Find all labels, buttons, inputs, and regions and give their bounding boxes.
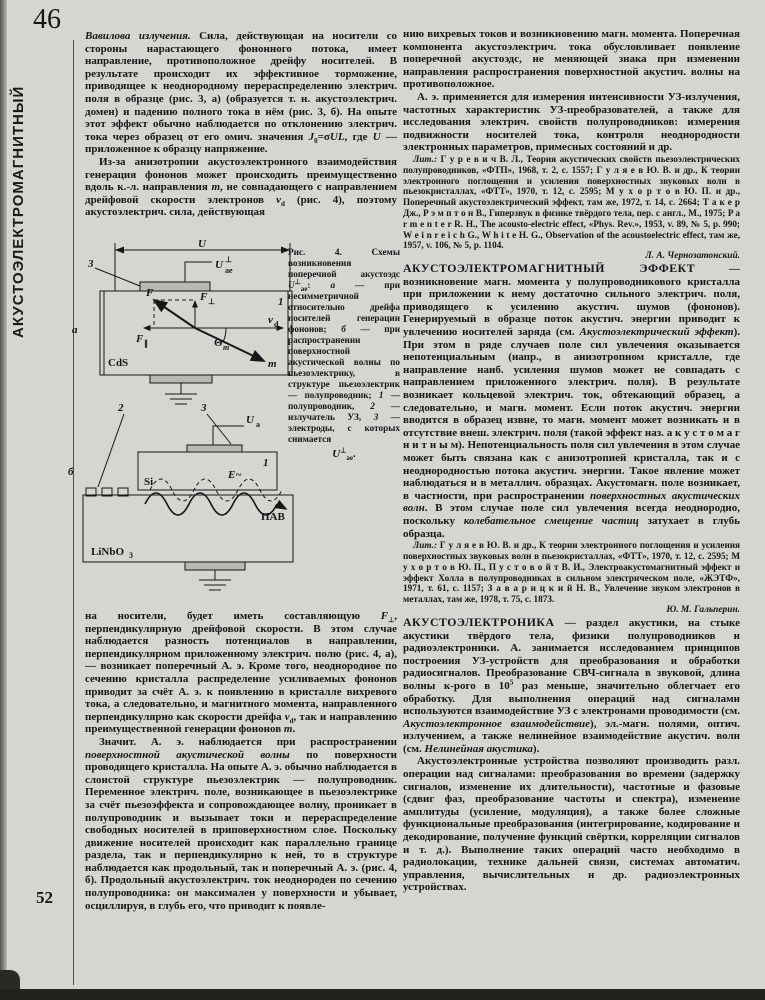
figure-part-b — [83, 414, 293, 590]
saw-wave-arrow — [277, 504, 286, 509]
literature-block: Лит.: Г у р е в и ч В. Л., Теория акустических свойств пьезоэлектрических полупроводников, «ФТП», 1968, т. 2, с. 1557; Г у л я е в Ю. В. и др., К теории электронного поглощения и усиления поверхностных звуковых волн в пьезокристаллах, «ФТТ», 1970, т. 12, с. 2595; М у х о р т о в Ю. П. и др., Поперечный акустоэлектрический эффект, там же, 1972, т. 14, с. 2664; Т а к е р Дж., Р э м п т о н В., Гиперзвук в физике твёрдого тела, пер. с англ., М., 1975; P a r m e n t e r R. H., The acousto-electric effect, «Phys. Rev.», 1953, v. 89, № 5, p. 990; W e i n r e i c h G., W h i t e H. G., Observation of the acoustoelectric effect, там же, 1957, v. 106, № 5, p. 1104. — [403, 153, 740, 251]
caption-text: Рис. 4. Схемы возникновения поперечной акустоэдс $U^\perp_{ае}$: а — при несимметричной относительно дрейфа носителей генерации фононов; б — при распространении поверхностной акустической волны по пьезоэлектрику, в структуре пьезоэлектрик — полупроводник; 1 — полупроводник, 2 — излучатель УЗ, 3 — электроды, с которых снимается — [288, 247, 400, 444]
top-electrode-b — [187, 445, 242, 452]
paragraph: Из-за анизотропии акустоэлектронного взаимодействия генерация фононов может происходить преимущественно вдоль к.-л. направления m, не совпадающего с направлением дрейфовой скорости электронов $v_d$ (рис. 4), поэтому акустоэлектрич. сила, действующая — [85, 155, 397, 219]
entry-acoustoelectromagnetic-effect: АКУСТОЭЛЕКТРОМАГНИТНЫЙ ЭФФЕКТ — возникновение магн. момента у полупроводникового кристалла при приложении к нему достаточно сильного электрич. поля, приводящего к усилению акустич. шумов (фононов). Генерируемый в образце поток акустич. энергии приводит к увлечению носителей заряда (см. Акустоэлектрический эффект). При этом в ряде случаев поле сил увлечения оказывается непотенциальным (напр., в анизотропном кристалле, где направление наиб. усиления шумов может не совпадать с направлением приложенного электрич. поля). В результате возникает кольцевой электрич. ток, обтекающий образец, а следовательно, и магн. момент. Если поток акустич. энергии вводится в образец извне, то магн. момент может возникать и в отсутствие внеш. электрич. поля (такой эффект наз. а к у с т о м а г н и т н ы м). Непотенциальность поля сил увлечения в этом случае может быть связана как с анизотропией кристалла, так и с неоднородностью потока акустич. энергии. Такое явление может наблюдаться и в металлич. образцах. Акустомагн. поле возникает, в частности, при распространении поверхностных акустических волн. В этом случае поле сил увлечения всегда неоднородно, поскольку колебательное смещение частиц затухает в глубь образца. — [403, 261, 741, 540]
label-3b: 3 — [201, 402, 207, 414]
label-f-perp-sub: ⊥ — [208, 297, 215, 306]
label-f-par: F — [136, 333, 144, 345]
label-3a: 3 — [88, 258, 94, 270]
label3-pointer-b — [207, 414, 231, 444]
label-ua-sub: а — [256, 420, 260, 429]
label-f: F — [146, 287, 154, 299]
label-1b: 1 — [263, 457, 269, 469]
entry-acoustoelectronics: АКУСТОЭЛЕКТРОНИКА — раздел акустики, на стыке акустики твёрдого тела, физики полупроводников и радиоэлектроники. А. занимается исследованием принципов построения УЗ-устройств для преобразования и обработки радиосигналов. Преобразование СВЧ-сигнала в звуковой, длина волны к-рого в $10^5$ раз меньше, значительно облегчает его обработку. Для выполнения операций над сигналами используются взаимодействие УЗ с электронами проводимости (см. Акустоэлектронное взаимодействие), эл.-магн. полями, оптич. излучением, а также нелинейное взаимодействие акустич. волн (см. Нелинейная акустика). — [403, 614, 740, 755]
label-vd: v — [268, 314, 273, 326]
theta-arc — [223, 328, 226, 342]
figure-4-caption — [288, 247, 400, 463]
margin-running-head: АКУСТОЭЛЕКТРОМАГНИТНЫЙ — [10, 85, 27, 338]
left-column-bottom — [85, 610, 397, 912]
label-a: а — [72, 324, 78, 336]
caption-formula: $U^\perp_{ае}$. — [332, 446, 356, 463]
label-si: Si — [144, 476, 154, 488]
paragraph: Акустоэлектронные устройства позволяют производить разл. операции над сигналами: преобразования во времени (задержку сигналов, изменение их длительности), частотные и фазовые (сдвиг фаз, преобразование частоты и спектра), изменение амплитуды (усиление, модуляция), а также более сложные функциональные преобразования (интегрирование, кодирование и декодирование, получение функций свёртки, корреляции сигналов и т. д.). Выполнение таких операций часто необходимо в радиолокации, технике дальней связи, системах автоматич. управления, вычислительных и др. радиоэлектронных устройствах. — [403, 755, 740, 894]
label-linbo3-sub: 3 — [129, 551, 133, 560]
label-linbo3: LiNbO — [91, 546, 125, 558]
vector-f — [154, 300, 195, 328]
ground-symbol-b — [199, 570, 231, 590]
label-cds: CdS — [108, 357, 129, 369]
label-ua: U — [246, 414, 254, 426]
right-column — [403, 28, 740, 894]
figure-4-diagram — [58, 238, 308, 604]
figure-part-a — [95, 243, 292, 404]
label-pav: ПАВ — [261, 511, 285, 523]
scan-edge-left — [0, 0, 7, 1000]
label-f-perp: F — [200, 291, 208, 303]
paragraph: А. э. применяется для измерения интенсивности УЗ-излучения, частотных характеристик УЗ-преобразователей, а также для исследования электрич. свойств полупроводников: измерения подвижности носителей тока, контроля неоднородности электронных параметров, примесных состояний и др. — [403, 90, 740, 154]
literature-block: Лит.: Г у л я е в Ю. В. и др., К теории электронного поглощения и усиления поверхностных звуковых волн в пьезокристаллах, «ФТТ», 1970, т. 12, с. 2595; М у х о р т о в Ю. П., П у с т о в о й т В. И., Электроакустомагнитный эффект и эффект Холла в полупроводниках в сильном электрическом поле, «ЖЭТФ», 1971, т. 61, с. 1157; З а в а р и ц к и й Н. В., Увлечение звуком электронов в металлах, там же, 1978, т. 75, с. 1873. — [403, 540, 740, 605]
scan-edge-bottom — [0, 989, 765, 1000]
label-e-wave: E~ — [228, 469, 242, 481]
label-uae-sup: ⊥ — [225, 255, 232, 264]
label-theta-sub: m — [223, 343, 230, 352]
label-vd-sub: d — [274, 320, 279, 329]
label-theta: Θ — [214, 337, 223, 349]
label-uae-sub: ае — [225, 266, 233, 275]
ground-symbol-a — [165, 383, 197, 404]
bottom-electrode-b — [185, 562, 245, 570]
ua-lead-wire — [213, 426, 244, 445]
left-column-top — [85, 30, 397, 219]
saw-wave — [145, 493, 277, 515]
label-1a: 1 — [278, 296, 284, 308]
signature-number: 52 — [36, 888, 53, 907]
vector-m — [195, 328, 264, 361]
page-number: 46 — [33, 4, 61, 35]
label-uae: U — [215, 259, 223, 271]
label-u: U — [198, 238, 206, 250]
paragraph: на носители, будет иметь составляющую $F_\perp$, перпендикулярную дрейфовой скорости. В этом случае наблюдается разность потенциалов в направлении, перпендикулярном приложенному электрич. полю (рис. 4, а),— возникает поперечный А. э. Кроме того, неоднородное по сечению кристалла распределение усиливаемых фононов приводит за счёт А. э. к появлению в кристалле вихревого тока, а следовательно, и магнитного момента, направленного перпендикулярно как скорости дрейфа $v_d$, так и направлению преимущественной генерации фононов m. — [85, 610, 398, 736]
paragraph: Значит. А. э. наблюдается при распространении поверхностной акустической волны по поверхности проводящего кристалла. На опыте А. э. обычно наблюдается в слоистой структуре пьезоэлектрик — полупроводник. Переменное электрич. поле, возникающее в пьезоэлектрике за счёт пьезоэффекта и сопровождающее волну, проникает в полупроводник и вызывает токи и перераспределение свободных носителей в приповерхностном слое. Поскольку движение носителей происходит как параллельно границе раздела, так и перпендикулярно к ней, то в структуре наблюдается как продольный, так и поперечный А. э. (рис. 4, б). Продольный акустоэлектрич. ток неоднороден по сечению полупроводника: он максимален у поверхности и убывает, осциллируя, в глубь его, что приводит к появле- — [85, 735, 397, 912]
label-2: 2 — [118, 402, 124, 414]
label2-pointer-b — [98, 414, 124, 487]
label-b: б — [68, 466, 74, 478]
author-signature: Л. А. Чернозатонский. — [645, 251, 740, 262]
label-m: m — [268, 358, 277, 370]
dim-arrow-left — [115, 247, 124, 254]
label3-pointer-a — [95, 268, 140, 286]
bottom-electrode-a — [150, 375, 212, 383]
paragraph: Вавилова излучения. Сила, действующая на носители со стороны нарастающего фононного потока, имеет направление, противоположное дрейфу носителей. В результате происходит их эффективное торможение, приводящее к неоднородному перераспределению электрич. поля в образце (рис. 3, а) (образуется т. н. акустоэлектрич. домен) и падению полного тока в нём (рис. 3, б). На опыте этот эффект обычно наблюдается по отклонению электрич. тока через образец от его омич. значения $J_0=\sigma UL$, где U — приложенное к образцу напряжение. — [85, 30, 397, 156]
label-f-par-sub: ∥ — [144, 339, 148, 348]
paragraph: нию вихревых токов и возникновению магн. момента. Поперечная компонента акустоэлектрич. тока обусловливает появление поперечной акустоэдс, не меняющей знака при изменении направления распространения поверхностной акустич. волны на противоположное. — [403, 28, 740, 91]
cds-crystal — [100, 291, 292, 375]
author-signature: Ю. М. Гальперин. — [666, 604, 740, 615]
uae-lead-wire — [185, 262, 212, 282]
